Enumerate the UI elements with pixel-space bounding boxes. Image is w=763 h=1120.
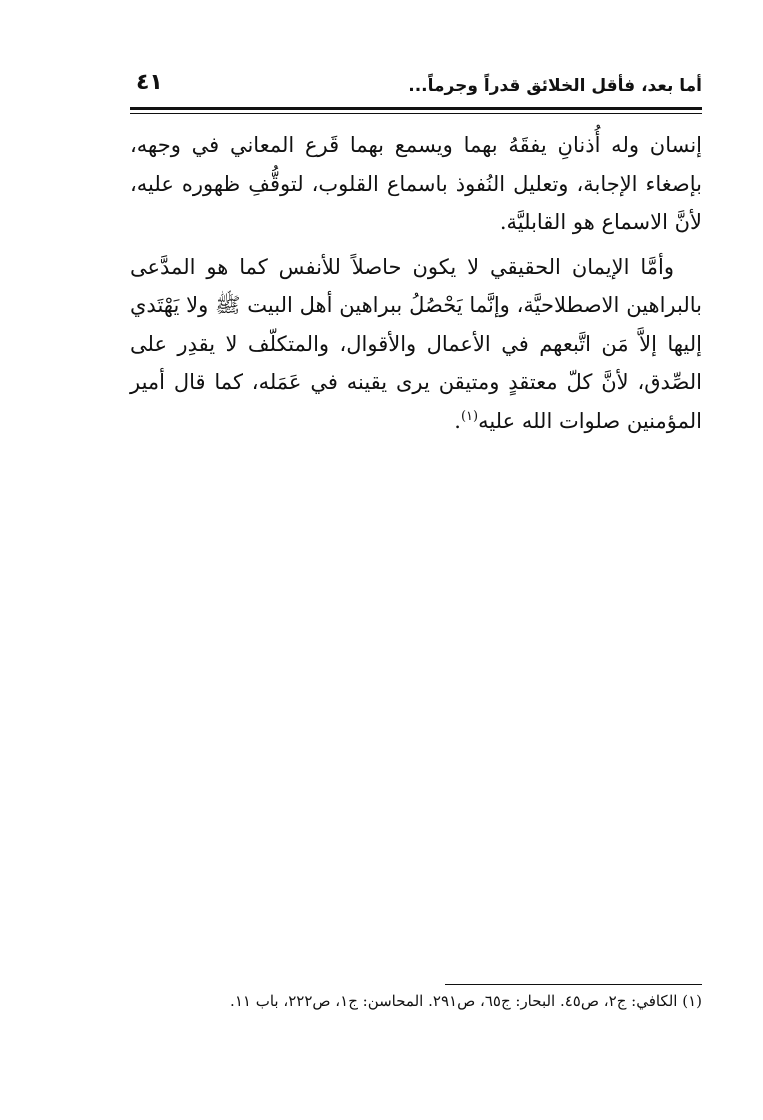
paragraph-text: وأمَّا الإيمان الحقيقي لا يكون حاصلاً للأنفس كما هو المدَّعى بالبراهين الاصطلاحيَّة، وإنَّما يَحْصُلُ ببراهين أهل البيت ﷺ ولا يَهْتَدي إليها إلاَّ مَن اتَّبعهم في الأعمال والأقوال، والمتكلّف لا يقدِر على الصِّدق، لأنَّ كلّ معتقدٍ ومتيقن يرى يقينه في عَمَله، كما قال أمير المؤمنين صلوات الله عليه (130, 254, 702, 433)
paragraph-text: إنسان وله أُذنانِ يفقَهُ بهما ويسمع بهما قَرع المعاني في وجهه، بإصغاء الإجابة، وتعليل النُفوذ باسماع القلوب، لتوقُّفِ ظهوره عليه، لأنَّ الاسماع هو القابليَّة. (130, 133, 702, 234)
page-header (130, 70, 702, 102)
footnote-marker: (١) (460, 408, 479, 424)
paragraph (130, 126, 702, 242)
running-title: أما بعد، فأقل الخلائق قدراً وجرماً... (408, 76, 702, 96)
main-text (130, 126, 702, 440)
footnote (130, 990, 702, 1012)
paragraph (130, 248, 702, 441)
page-number: ٤١ (136, 70, 163, 95)
paragraph-end: . (454, 408, 461, 433)
header-rule-thick (130, 107, 702, 110)
footnote-separator (445, 984, 702, 985)
header-rule-thin (130, 113, 702, 114)
footnote-text: (١) الكافي: ج٢، ص٤٥. البحار: ج٦٥، ص٢٩١. المحاسن: ج١، ص٢٢٢، باب ١١. (230, 992, 702, 1010)
